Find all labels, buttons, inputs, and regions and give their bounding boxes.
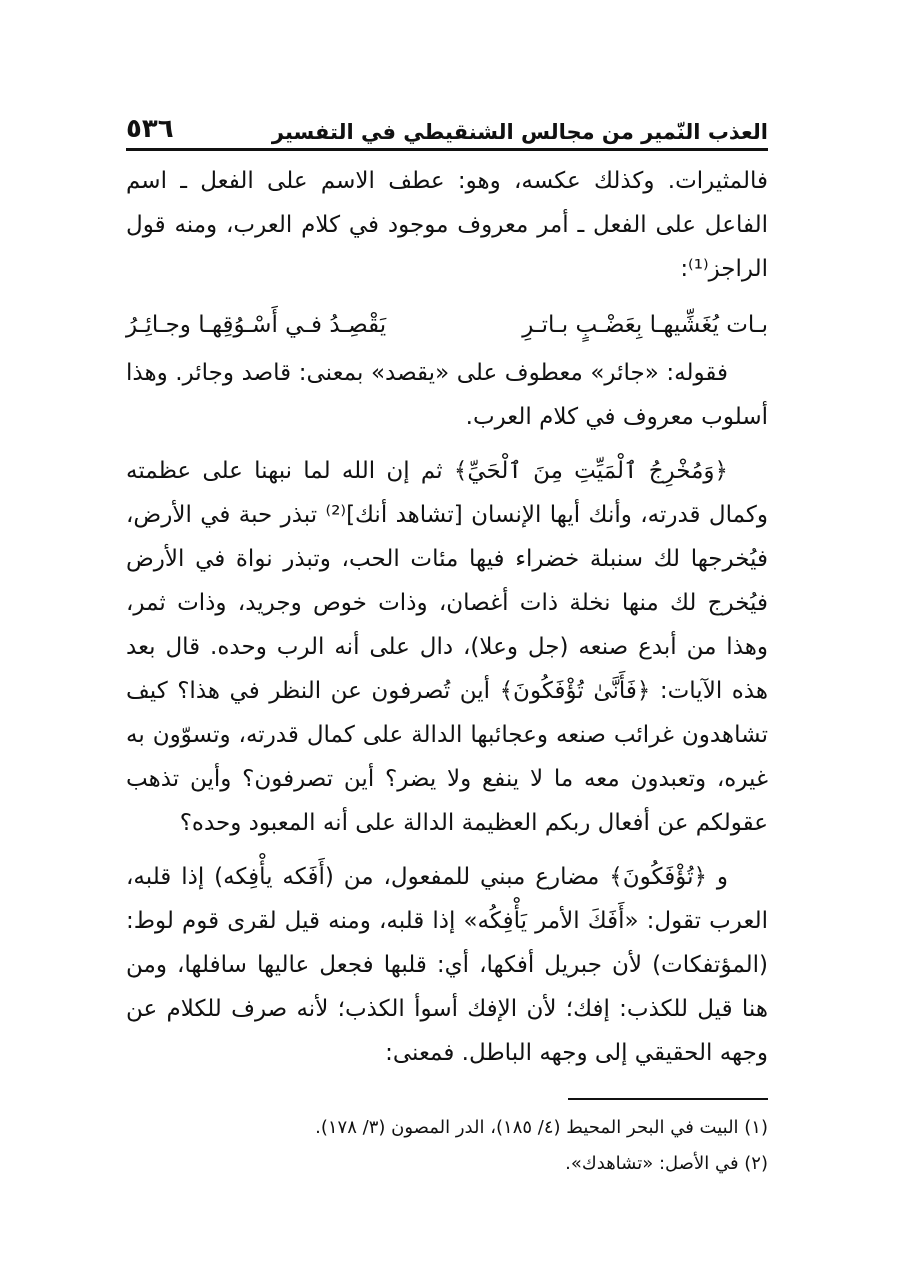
paragraph: فقوله: «جائر» معطوف على «يقصد» بمعنى: قاصد وجائر. وهذا أسلوب معروف في كلام العرب. [126,360,768,430]
book-title: العذب النّمير من مجالس الشنقيطي في التفسير [271,120,768,144]
book-page [126,100,768,1174]
poem-hemistich-first: بـات يُغَشِّيهـا بِعَضْـبٍ بـاتـرِ [522,312,768,338]
footnote: (٢) في الأصل: «تشاهدك». [565,1153,768,1174]
footnotes [126,1110,768,1182]
paragraph: فالمثيرات. وكذلك عكسه، وهو: عطف الاسم على الفعل ـ اسم الفاعل على الفعل ـ أمر معروف موجود في كلام العرب، ومنه قول الراجز⁽¹⁾: [126,168,768,282]
poem-hemistich-second: يَقْصِـدُ فـي أَسْـوُقِهـا وجـائِـرُ [126,312,387,338]
footnote-separator [568,1098,768,1100]
poem-verse [126,303,768,347]
footnote: (١) البيت في البحر المحيط (٤/ ١٨٥)، الدر المصون (٣/ ١٧٨). [315,1117,768,1138]
page-number: ٥٣٦ [126,114,174,144]
paragraph: ﴿وَمُخْرِجُ ٱلْمَيِّتِ مِنَ ٱلْحَيِّ﴾ ثم إن الله لما نبهنا على عظمته وكمال قدرته، وأنك أيها الإنسان [تشاهد أنك]⁽²⁾ تبذر حبة في الأرض، فيُخرجها لك سنبلة خضراء فيها مئات الحب، وتبذر نواة في الأرض فيُخرج لك منها نخلة ذات أغصان، وذات خوص وجريد، وذات ثمر، وهذا من أبدع صنعه (جل وعلا)، دال على أنه الرب وحده. قال بعد هذه الآيات: ﴿فَأَنَّىٰ تُؤْفَكُونَ﴾ أين تُصرفون عن النظر في هذا؟ كيف تشاهدون غرائب صنعه وعجائبها الدالة على كمال قدرته، وتسوّون به غيره، وتعبدون معه ما لا ينفع ولا يضر؟ أين تصرفون؟ وأين تذهب عقولكم عن أفعال ربكم العظيمة الدالة على أنه المعبود وحده؟ [126,458,768,836]
paragraph: و ﴿تُؤْفَكُونَ﴾ مضارع مبني للمفعول، من (أَفَكه يأْفِكه) إذا قلبه، العرب تقول: «أَفَكَ الأمر يَأْفِكُه» إذا قلبه، ومنه قيل لقرى قوم لوط: (المؤتفكات) لأن جبريل أفكها، أي: قلبها فجعل عاليها سافلها، ومن هنا قيل للكذب: إفك؛ لأن الإفك أسوأ الكذب؛ لأنه صرف للكلام عن وجهه الحقيقي إلى وجهه الباطل. فمعنى: [126,864,768,1066]
page-body [126,159,768,1075]
running-header [126,100,768,151]
